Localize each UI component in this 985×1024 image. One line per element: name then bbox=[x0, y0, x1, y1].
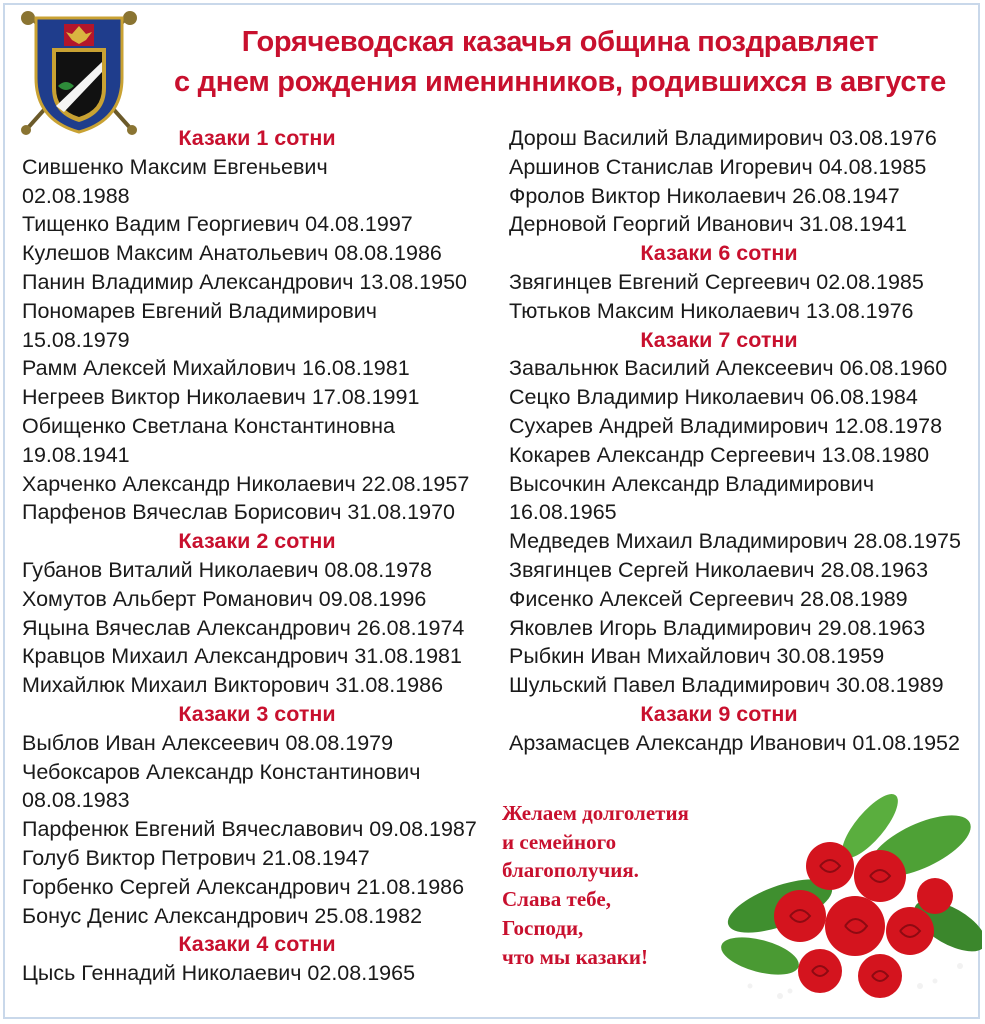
birthday-entry: 19.08.1941 bbox=[22, 442, 130, 467]
birthday-entry: Выблов Иван Алексеевич 08.08.1979 bbox=[22, 730, 394, 755]
birthday-entry: Сухарев Андрей Владимирович 12.08.1978 bbox=[509, 413, 943, 438]
birthday-entry: Медведев Михаил Владимирович 28.08.1975 bbox=[509, 529, 961, 554]
section-heading: Казаки 1 сотни bbox=[178, 126, 336, 150]
birthday-entry: Яковлев Игорь Владимирович 29.08.1963 bbox=[509, 615, 926, 640]
section-heading: Казаки 7 сотни bbox=[640, 327, 798, 352]
birthday-entry: Чебоксаров Александр Константинович bbox=[22, 759, 421, 784]
birthday-entry: Кравцов Михаил Александрович 31.08.1981 bbox=[22, 644, 462, 669]
left-birthday-list bbox=[22, 124, 492, 988]
birthday-entry: Харченко Александр Николаевич 22.08.1957 bbox=[22, 471, 470, 496]
birthday-entry: Голуб Виктор Петрович 21.08.1947 bbox=[22, 845, 370, 870]
birthday-entry: Цысь Геннадий Николаевич 02.08.1965 bbox=[22, 961, 416, 986]
birthday-entry: Панин Владимир Александрович 13.08.1950 bbox=[22, 269, 468, 294]
birthday-entry: Парфенов Вячеслав Борисович 31.08.1970 bbox=[22, 500, 455, 525]
birthday-entry: 02.08.1988 bbox=[22, 183, 130, 208]
birthday-entry: Звягинцев Евгений Сергеевич 02.08.1985 bbox=[509, 269, 924, 294]
section-heading: Казаки 3 сотни bbox=[178, 701, 336, 726]
birthday-entry: Хомутов Альберт Романович 09.08.1996 bbox=[22, 586, 427, 611]
wish-line: что мы казаки! bbox=[502, 944, 648, 969]
birthday-entry: Звягинцев Сергей Николаевич 28.08.1963 bbox=[509, 557, 929, 582]
page-title bbox=[150, 22, 970, 102]
cossack-coat-of-arms-icon bbox=[14, 8, 144, 138]
birthday-entry: Рамм Алексей Михайлович 16.08.1981 bbox=[22, 356, 410, 381]
birthday-entry: Тютьков Максим Николаевич 13.08.1976 bbox=[509, 298, 914, 323]
birthday-entry: Обищенко Светлана Константиновна bbox=[22, 413, 396, 438]
birthday-entry: Негреев Виктор Николаевич 17.08.1991 bbox=[22, 385, 420, 410]
wish-line: Господи, bbox=[502, 915, 584, 940]
birthday-entry: 16.08.1965 bbox=[509, 500, 617, 525]
birthday-entry: Аршинов Станислав Игоревич 04.08.1985 bbox=[509, 154, 927, 179]
red-roses-bouquet-icon bbox=[720, 786, 982, 1010]
section-heading: Казаки 2 сотни bbox=[178, 529, 336, 554]
birthday-entry: Кокарев Александр Сергеевич 13.08.1980 bbox=[509, 442, 930, 467]
birthday-entry: Парфенюк Евгений Вячеславович 09.08.1987 bbox=[22, 817, 477, 842]
birthday-entry: Бонус Денис Александрович 25.08.1982 bbox=[22, 903, 423, 928]
birthday-entry: 15.08.1979 bbox=[22, 327, 130, 352]
birthday-entry: Завальнюк Василий Алексеевич 06.08.1960 bbox=[509, 356, 948, 381]
section-heading: Казаки 9 сотни bbox=[640, 701, 798, 726]
birthday-entry: Фисенко Алексей Сергеевич 28.08.1989 bbox=[509, 586, 908, 611]
birthday-entry: Яцына Вячеслав Александрович 26.08.1974 bbox=[22, 615, 465, 640]
birthday-entry: Шульский Павел Владимирович 30.08.1989 bbox=[509, 673, 944, 698]
birthday-entry: Арзамасцев Александр Иванович 01.08.1952 bbox=[509, 730, 960, 755]
birthday-entry: 08.08.1983 bbox=[22, 788, 130, 813]
birthday-entry: Фролов Виктор Николаевич 26.08.1947 bbox=[509, 183, 900, 208]
wish-line: Слава тебе, bbox=[502, 887, 611, 912]
birthday-entry: Тищенко Вадим Георгиевич 04.08.1997 bbox=[22, 212, 413, 237]
birthday-entry: Высочкин Александр Владимирович bbox=[509, 471, 875, 496]
birthday-entry: Рыбкин Иван Михайлович 30.08.1959 bbox=[509, 644, 885, 669]
birthday-entry: Губанов Виталий Николаевич 08.08.1978 bbox=[22, 557, 432, 582]
title-line-2: с днем рождения именинников, родившихся в августе bbox=[174, 66, 946, 98]
section-heading: Казаки 6 сотни bbox=[640, 241, 798, 266]
title-line-1: Горячеводская казачья община поздравляет bbox=[241, 26, 879, 58]
birthday-entry: Михайлюк Михаил Викторович 31.08.1986 bbox=[22, 673, 444, 698]
birthday-entry: Дорош Василий Владимирович 03.08.1976 bbox=[509, 126, 937, 150]
birthday-entry: Кулешов Максим Анатольевич 08.08.1986 bbox=[22, 241, 442, 266]
birthday-entry: Пономарев Евгений Владимирович bbox=[22, 298, 377, 323]
wish-line: благополучия. bbox=[502, 858, 639, 883]
birthday-entry: Горбенко Сергей Александрович 21.08.1986 bbox=[22, 874, 465, 899]
birthday-entry: Сецко Владимир Николаевич 06.08.1984 bbox=[509, 385, 918, 410]
birthday-entry: Дерновой Георгий Иванович 31.08.1941 bbox=[509, 212, 907, 237]
wish-line: Желаем долголетия bbox=[502, 801, 689, 825]
birthday-entry: Сившенко Максим Евгеньевич bbox=[22, 154, 328, 179]
right-birthday-list bbox=[509, 124, 969, 758]
section-heading: Казаки 4 сотни bbox=[178, 932, 336, 957]
wish-text bbox=[502, 799, 742, 971]
wish-line: и семейного bbox=[502, 829, 617, 854]
